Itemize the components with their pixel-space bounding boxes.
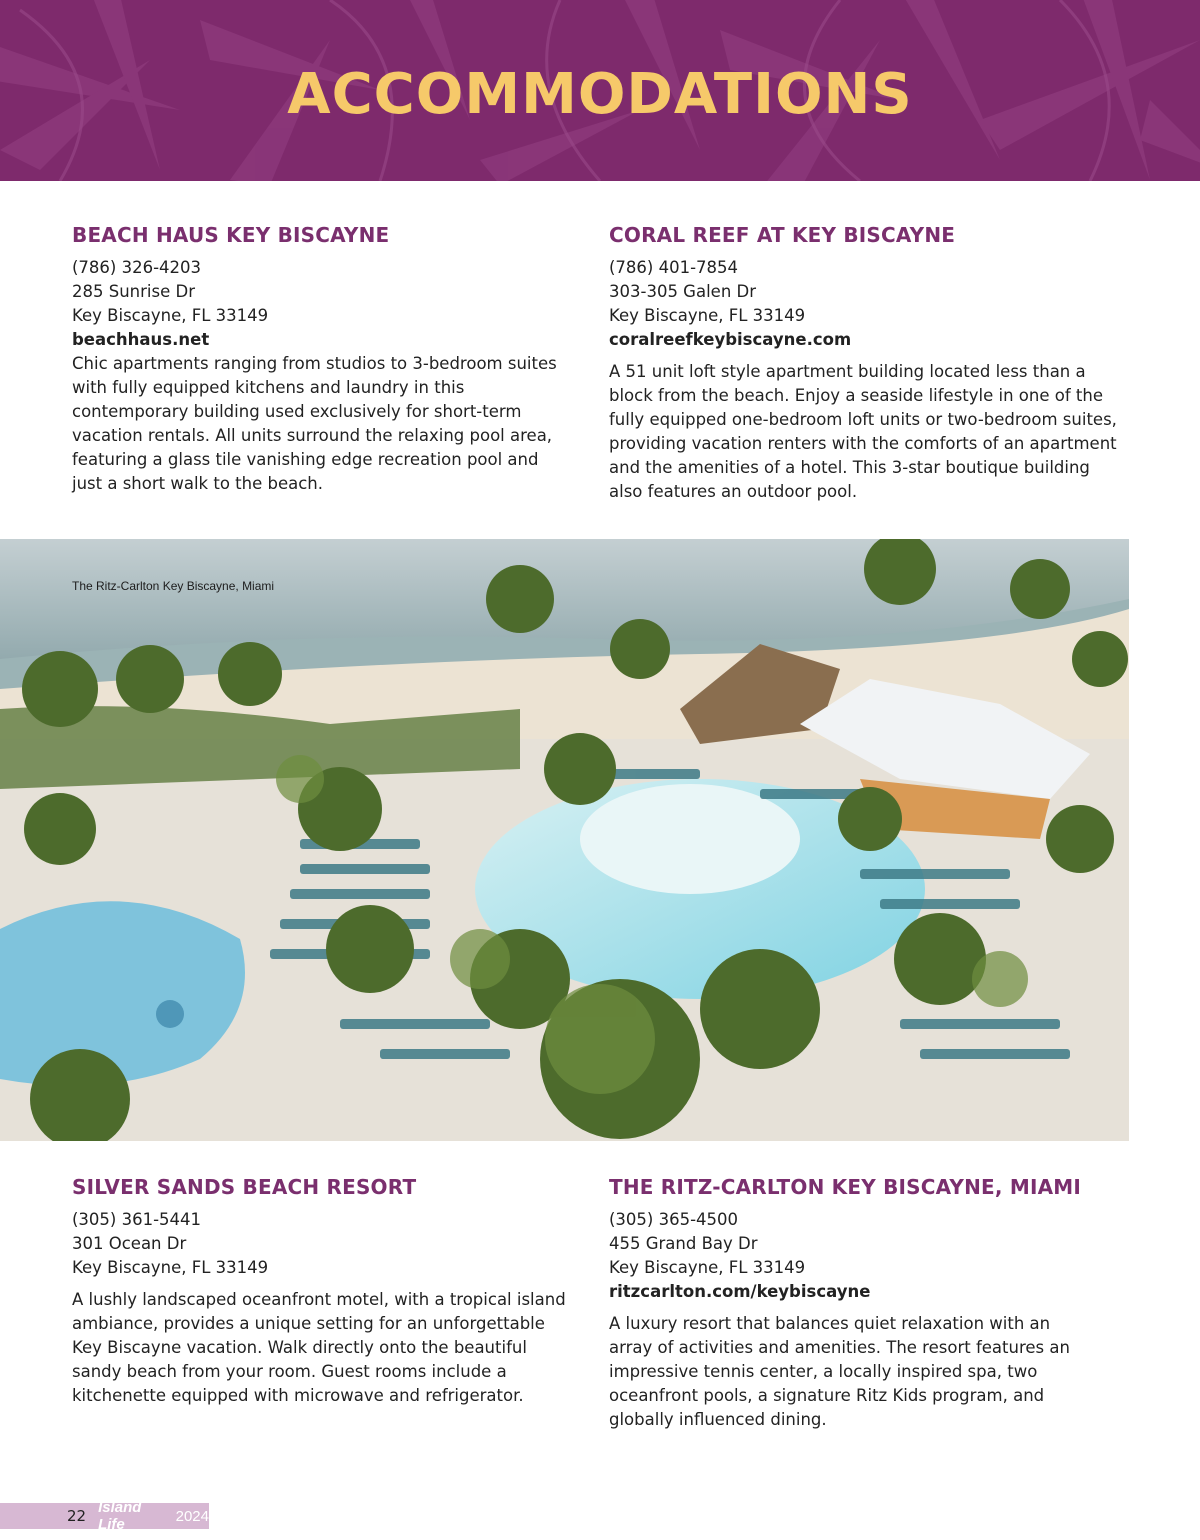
listing-description: A luxury resort that balances quiet relaxation with an array of activities and amenities. The resort features an impressive tennis center, a locally inspired spa, two oceanfront pools, a signature Ritz Kids program, and globally influenced dining. (609, 1314, 1070, 1429)
listing-city: Key Biscayne, FL 33149 (609, 1258, 806, 1277)
magazine-year: 2024 (175, 1507, 209, 1525)
listing-ritz-carlton (609, 1174, 1129, 1432)
listing-phone: (305) 361-5441 (72, 1210, 202, 1229)
listing-description: Chic apartments ranging from studios to 3-bedroom suites with fully equipped kitchens and laundry in this contemporary building used exclusively for short-term vacation rentals. All units surround the relaxing pool area, featuring a glass tile vanishing edge recreation pool and just a short walk to the beach. (72, 354, 557, 493)
listing-phone: (786) 401-7854 (609, 258, 739, 277)
photo-caption: The Ritz-Carlton Key Biscayne, Miami (72, 579, 275, 593)
listing-name: SILVER SANDS BEACH RESORT (72, 1175, 417, 1199)
listing-street: 303-305 Galen Dr (609, 282, 757, 301)
page-title: ACCOMMODATIONS (287, 62, 913, 127)
listing-city: Key Biscayne, FL 33149 (609, 306, 806, 325)
listing-silver-sands (72, 1174, 572, 1408)
listing-name: THE RITZ-CARLTON KEY BISCAYNE, MIAMI (609, 1175, 1082, 1199)
listing-street: 285 Sunrise Dr (72, 282, 195, 301)
resort-photo (0, 539, 1129, 1141)
listing-street: 301 Ocean Dr (72, 1234, 187, 1253)
listing-phone: (786) 326-4203 (72, 258, 202, 277)
listing-city: Key Biscayne, FL 33149 (72, 306, 269, 325)
listing-phone: (305) 365-4500 (609, 1210, 739, 1229)
page-number: 22 (67, 1507, 87, 1525)
magazine-name: Island Life (98, 1499, 142, 1533)
listing-description: A lushly landscaped oceanfront motel, with a tropical island ambiance, provides a unique setting for an unforgettable Key Biscayne vacation. Walk directly onto the beautiful sandy beach from your room. Guest rooms include a kitchenette equipped with microwave and refrigerator. (72, 1290, 566, 1405)
listing-coral-reef (609, 222, 1129, 504)
listing-website-link[interactable]: beachhaus.net (72, 330, 210, 349)
header-banner (0, 0, 1200, 181)
listing-website-link[interactable]: coralreefkeybiscayne.com (609, 330, 852, 349)
listing-street: 455 Grand Bay Dr (609, 1234, 758, 1253)
listing-website-link[interactable]: ritzcarlton.com/keybiscayne (609, 1282, 871, 1301)
listing-city: Key Biscayne, FL 33149 (72, 1258, 269, 1277)
listing-name: CORAL REEF AT KEY BISCAYNE (609, 223, 956, 247)
listing-beach-haus (72, 222, 572, 496)
listing-name: BEACH HAUS KEY BISCAYNE (72, 223, 390, 247)
page-footer (0, 1499, 209, 1533)
listing-description: A 51 unit loft style apartment building located less than a block from the beach. Enjoy a seaside lifestyle in one of the fully equipped one-bedroom loft units or two-bedroom suites, providing vacation renters with the comforts of an apartment and the amenities of a hotel. This 3-star boutique building also features an outdoor pool. (609, 362, 1117, 501)
